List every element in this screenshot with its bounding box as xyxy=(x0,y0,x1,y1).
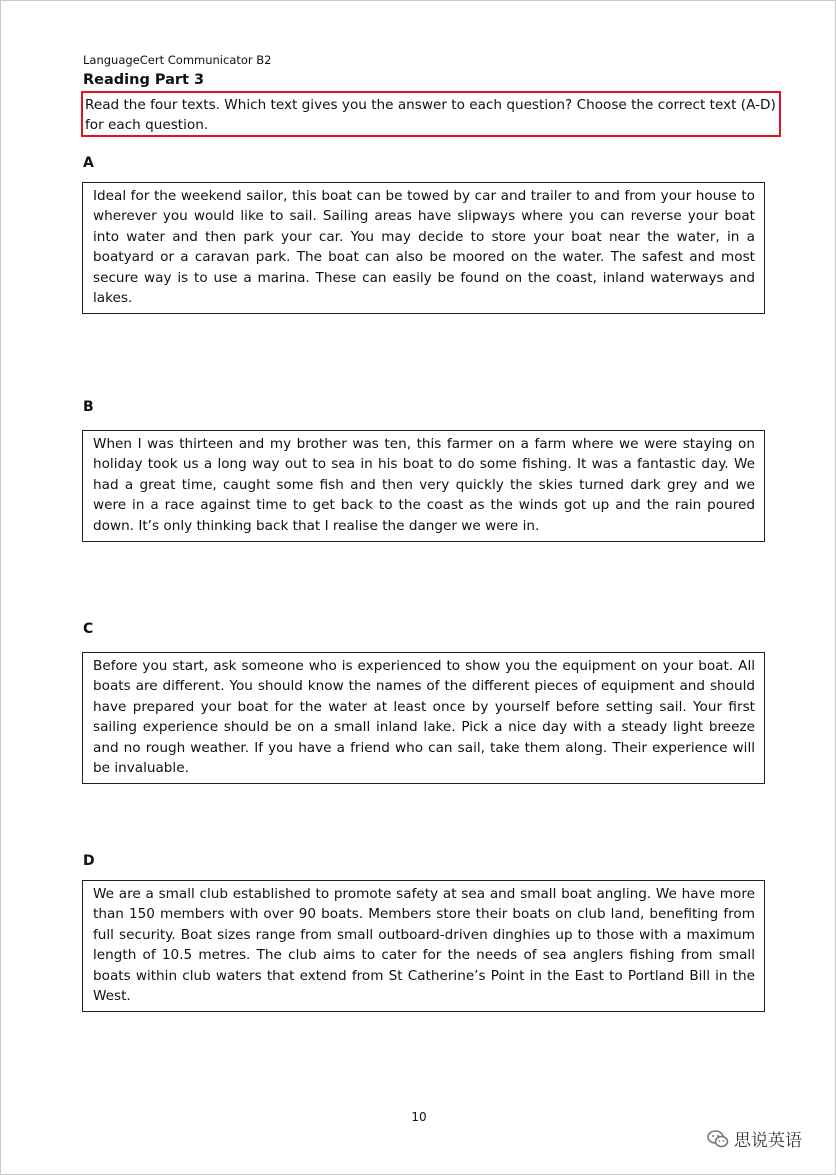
exam-title: LanguageCert Communicator B2 xyxy=(83,53,272,67)
text-box-d: We are a small club established to promote safety at sea and small boat angling. We have more than 150 members with over 90 boats. Members store their boats on club land, benefiting from full security. Boat sizes range from small outboard-driven dinghies up to those with a maximum length of 10.5 metres. The club aims to cater for the needs of sea anglers fishing from small boats within club waters that extend from St Catherine’s Point in the East to Portland Bill in the West. xyxy=(82,880,765,1012)
text-label-b: B xyxy=(83,399,94,415)
watermark-text: 思说英语 xyxy=(734,1131,802,1151)
text-box-b: When I was thirteen and my brother was ten, this farmer on a farm where we were staying on holiday took us a long way out to sea in his boat to do some fishing. It was a fantastic day. We had a great time, caught some fish and then very quickly the skies turned dark grey and we were in a race against time to get back to the coast as the winds got up and the rain poured down. It’s only thinking back that I realise the danger we were in. xyxy=(82,430,765,542)
page-number: 10 xyxy=(411,1110,427,1124)
text-box-a: Ideal for the weekend sailor, this boat can be towed by car and trailer to and from your house to wherever you would like to sail. Sailing areas have slipways where you can reverse your boat into water and then park your car. You may decide to store your boat near the water, in a boatyard or a caravan park. The boat can also be moored on the water. The safest and most secure way is to use a marina. These can easily be found on the coast, inland waterways and lakes. xyxy=(82,182,765,314)
instructions-highlighted: Read the four texts. Which text gives you the answer to each question? Choose the correct text (A-D) for each question. xyxy=(81,91,781,137)
text-box-c: Before you start, ask someone who is experienced to show you the equipment on your boat. All boats are different. You should know the names of the different pieces of equipment and should have prepared your boat for the water at least once by yourself before setting sail. Your first sailing experience should be on a small inland lake. Pick a nice day with a steady light breeze and no rough weather. If you have a friend who can sail, take them along. Their experience will be invaluable. xyxy=(82,652,765,784)
text-label-a: A xyxy=(83,155,94,171)
text-label-c: C xyxy=(83,621,94,637)
watermark xyxy=(706,1126,802,1151)
text-label-d: D xyxy=(83,853,95,869)
wechat-icon xyxy=(706,1127,730,1151)
part-title: Reading Part 3 xyxy=(83,72,205,88)
